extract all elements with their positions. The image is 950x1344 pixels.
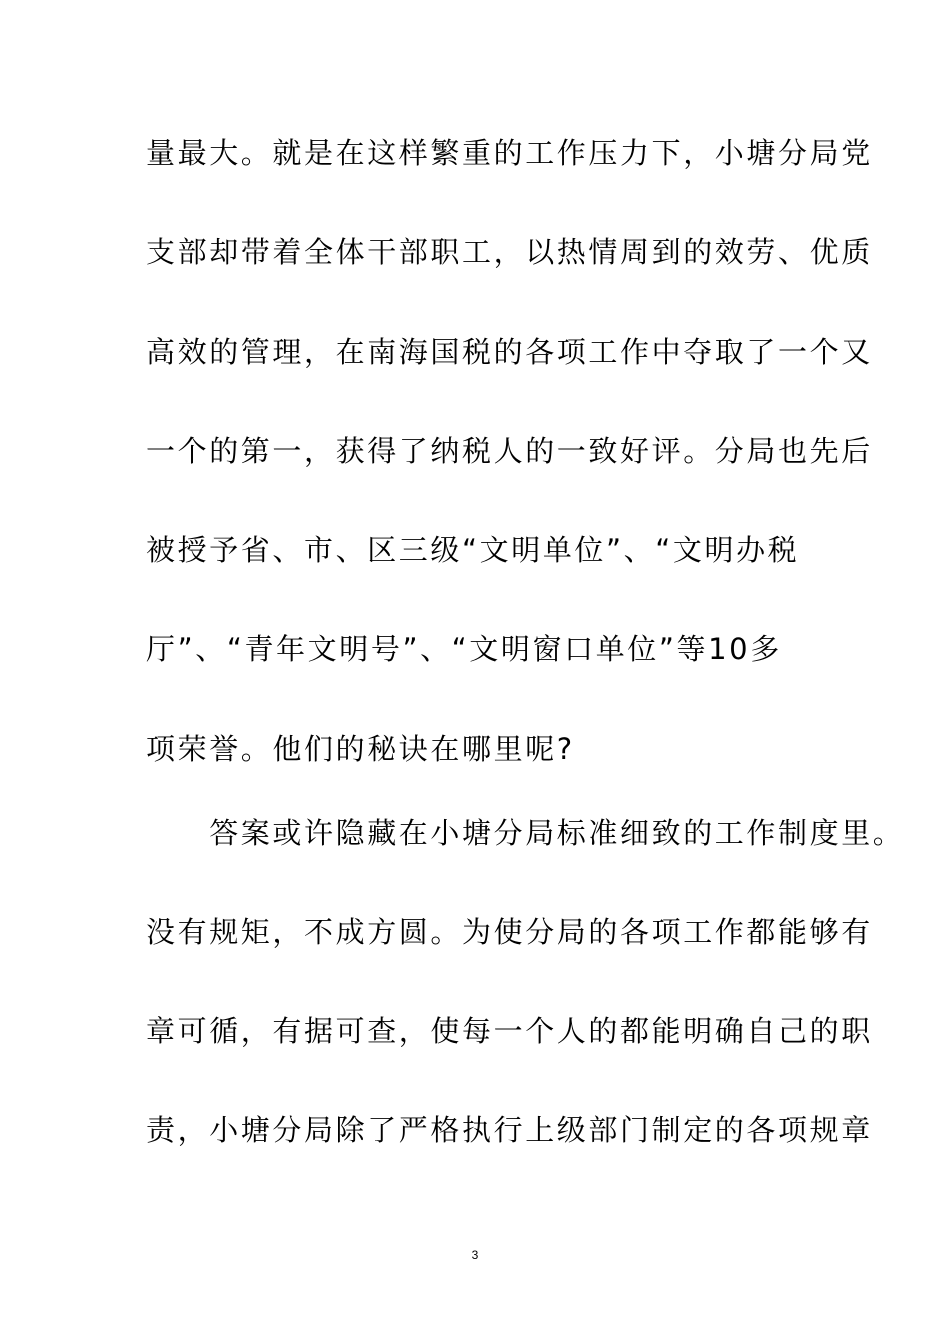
text-line: 高效的管理，在南海国税的各项工作中夺取了一个又 [146,335,873,369]
paragraph-start-line: 答案或许隐藏在小塘分局标准细致的工作制度里。 [146,816,905,850]
text-line: 厅”、“青年文明号”、“文明窗口单位”等10多 [146,632,782,666]
page-number: 3 [471,1248,479,1262]
text-line: 量最大。就是在这样繁重的工作压力下，小塘分局党 [146,136,873,170]
text-line: 支部却带着全体干部职工，以热情周到的效劳、优质 [146,235,873,269]
text-line: 章可循，有据可查，使每一个人的都能明确自己的职 [146,1014,873,1048]
text-line: 一个的第一，获得了纳税人的一致好评。分局也先后 [146,434,873,468]
text-line: 被授予省、市、区三级“文明单位”、“文明办税 [146,533,800,567]
text-line: 没有规矩，不成方圆。为使分局的各项工作都能够有 [146,915,873,949]
text-line: 责，小塘分局除了严格执行上级部门制定的各项规章 [146,1113,873,1147]
text-line: 项荣誉。他们的秘诀在哪里呢? [146,732,575,766]
